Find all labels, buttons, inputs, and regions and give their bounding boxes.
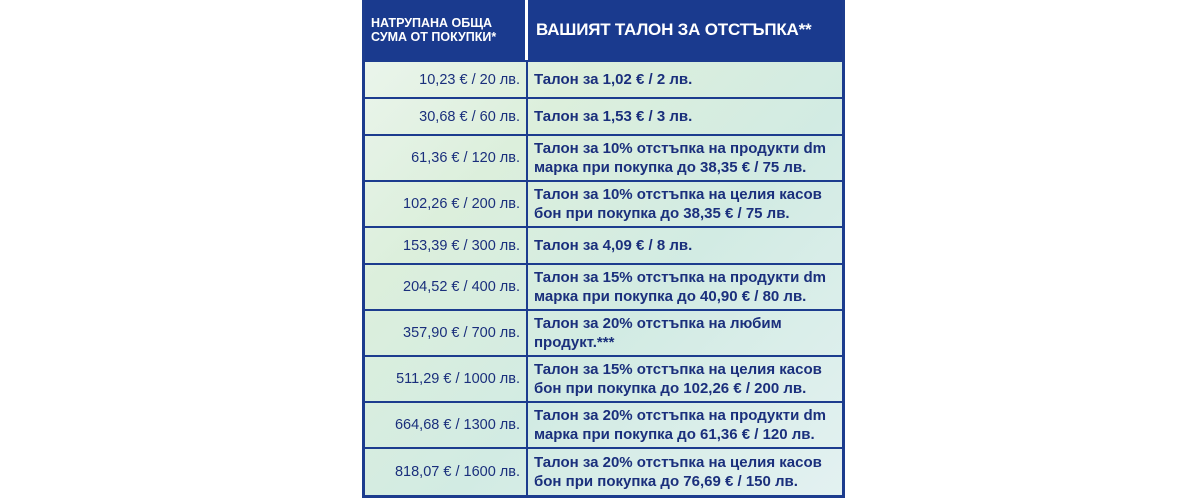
amount-cell: 102,26 € / 200 лв.	[365, 182, 528, 226]
amount-cell: 153,39 € / 300 лв.	[365, 228, 528, 263]
voucher-cell: Талон за 10% отстъпка на целия касов бон при покупка до 38,35 € / 75 лв.	[534, 186, 822, 222]
voucher-cell: Талон за 1,53 € / 3 лв.	[534, 108, 693, 125]
amount-cell: 10,23 € / 20 лв.	[365, 62, 528, 97]
amount-cell: 664,68 € / 1300 лв.	[365, 403, 528, 447]
table-row	[365, 401, 842, 447]
table-row	[365, 60, 842, 97]
amount-cell: 511,29 € / 1000 лв.	[365, 357, 528, 401]
amount-cell: 357,90 € / 700 лв.	[365, 311, 528, 355]
voucher-cell: Талон за 20% отстъпка на продукти dm марка при покупка до 61,36 € / 120 лв.	[534, 407, 826, 443]
voucher-cell: Талон за 10% отстъпка на продукти dm марка при покупка до 38,35 € / 75 лв.	[534, 140, 826, 176]
table-row	[365, 180, 842, 226]
amount-cell: 61,36 € / 120 лв.	[365, 136, 528, 180]
table-row	[365, 263, 842, 309]
table-row	[365, 447, 842, 495]
table-row	[365, 309, 842, 355]
voucher-cell: Талон за 20% отстъпка на целия касов бон при покупка до 76,69 € / 150 лв.	[534, 454, 822, 490]
header-voucher: ВАШИЯТ ТАЛОН ЗА ОТСТЪПКА**	[536, 20, 812, 39]
voucher-table	[362, 0, 845, 498]
voucher-cell: Талон за 15% отстъпка на целия касов бон при покупка до 102,26 € / 200 лв.	[534, 361, 822, 397]
table-row	[365, 355, 842, 401]
amount-cell: 204,52 € / 400 лв.	[365, 265, 528, 309]
voucher-cell: Талон за 4,09 € / 8 лв.	[534, 237, 693, 254]
table-row	[365, 226, 842, 263]
amount-cell: 30,68 € / 60 лв.	[365, 99, 528, 134]
table-row	[365, 134, 842, 180]
table-header	[365, 0, 842, 60]
table-row	[365, 97, 842, 134]
voucher-cell: Талон за 15% отстъпка на продукти dm марка при покупка до 40,90 € / 80 лв.	[534, 269, 826, 305]
amount-cell: 818,07 € / 1600 лв.	[365, 449, 528, 495]
header-total-amount: НАТРУПАНА ОБЩА СУМА ОТ ПОКУПКИ*	[365, 0, 528, 60]
voucher-cell: Талон за 20% отстъпка на любим продукт.***	[534, 315, 782, 351]
voucher-cell: Талон за 1,02 € / 2 лв.	[534, 71, 693, 88]
